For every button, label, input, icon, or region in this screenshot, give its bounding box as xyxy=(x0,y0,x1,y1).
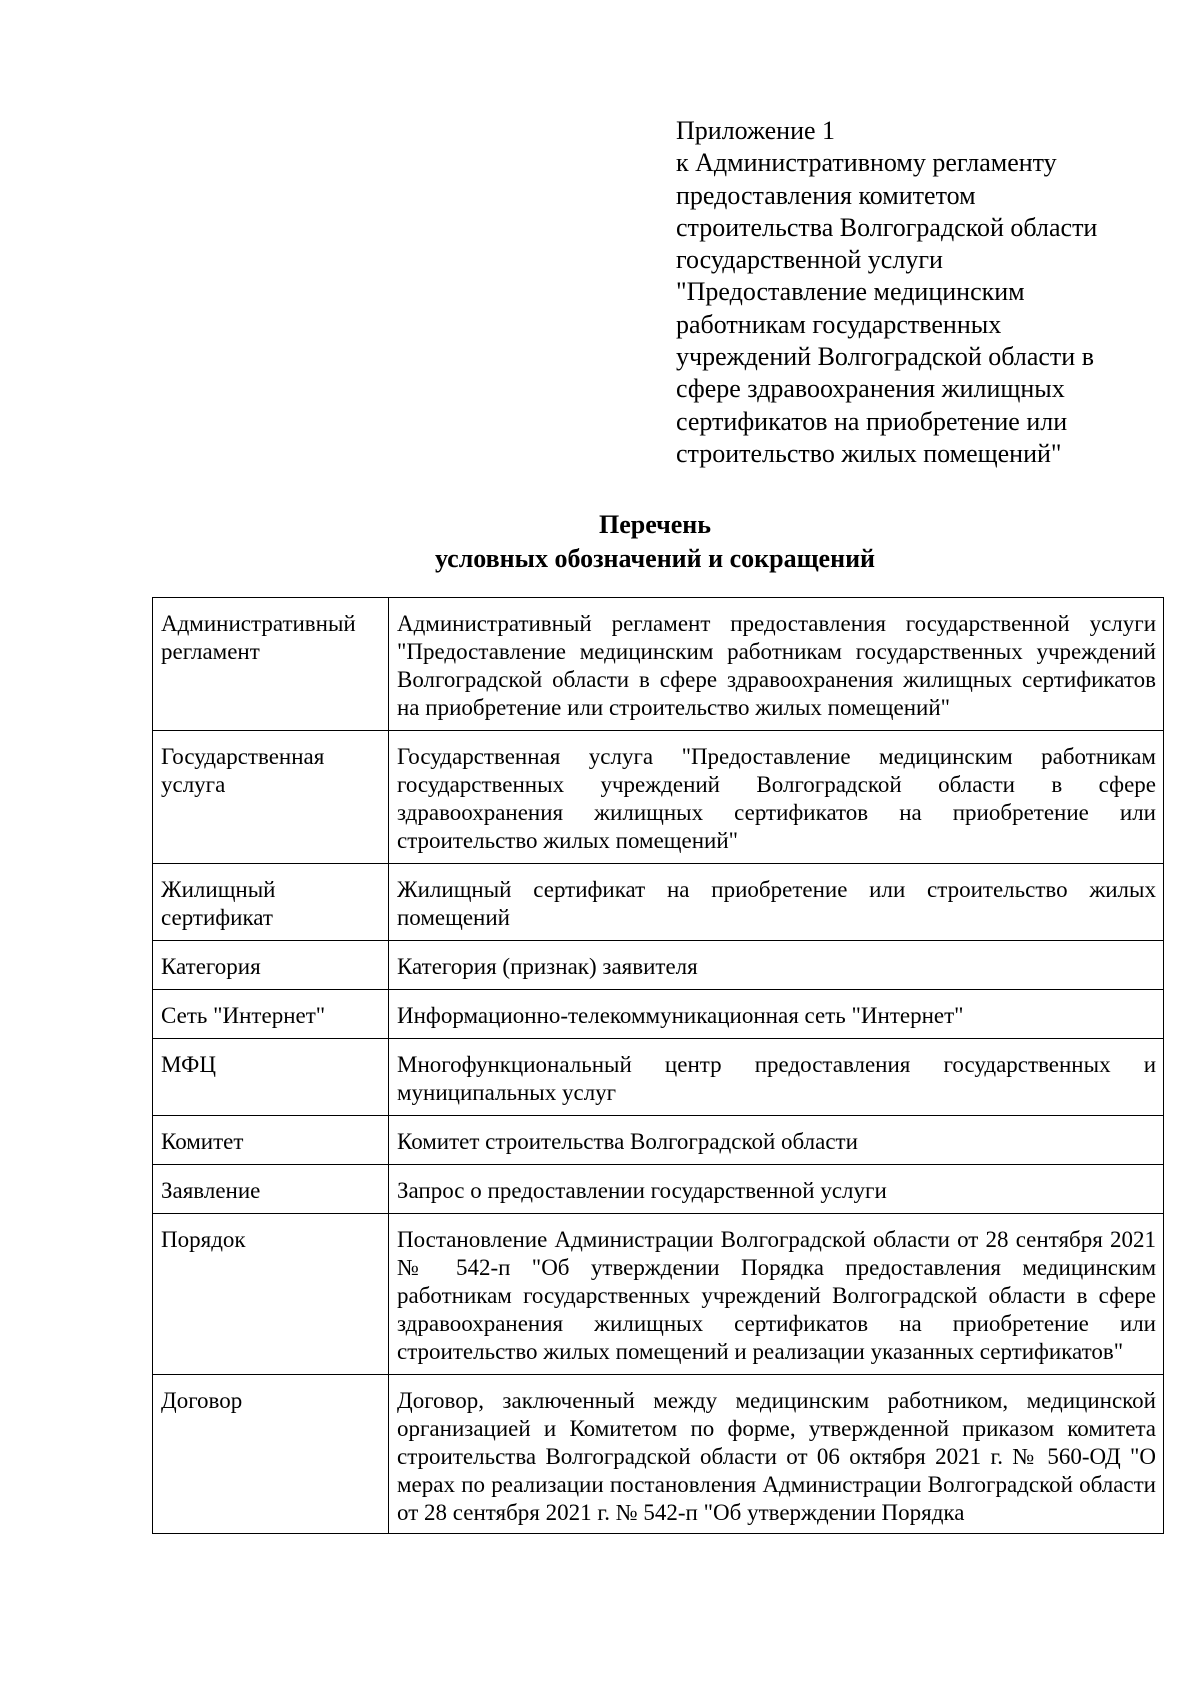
definition-cell: Категория (признак) заявителя xyxy=(389,941,1164,990)
appendix-line: строительства Волгоградской области xyxy=(676,212,1098,242)
appendix-line: Приложение 1 xyxy=(676,116,836,145)
appendix-line: к Административному регламенту xyxy=(676,148,1057,178)
table-row xyxy=(153,1214,1164,1375)
term-cell: Категория xyxy=(153,941,389,990)
appendix-line: сертификатов на приобретение или xyxy=(676,406,1068,436)
term-cell: Государственная услуга xyxy=(153,731,389,864)
abbreviations-table xyxy=(152,597,1164,1534)
appendix-line: государственной услуги xyxy=(676,245,943,275)
appendix-line: сфере здравоохранения жилищных xyxy=(676,374,1065,404)
term-cell: Сеть "Интернет" xyxy=(153,990,389,1039)
appendix-header xyxy=(676,115,1156,470)
table-row xyxy=(153,1039,1164,1116)
table-row xyxy=(153,990,1164,1039)
table-row xyxy=(153,864,1164,941)
table-row xyxy=(153,1116,1164,1165)
table-row xyxy=(153,731,1164,864)
table-row xyxy=(153,1165,1164,1214)
document-heading xyxy=(0,508,1200,576)
definition-cell: Запрос о предоставлении государственной услуги xyxy=(389,1165,1164,1214)
definition-cell: Постановление Администрации Волгоградской области от 28 сентября 2021 № 542-п "Об утверждении Порядка предоставления медицинским работникам государственных учреждений Волгоградской области в сфере здравоохранения жилищных сертификатов на приобретение или строительство жилых помещений и реализации указанных сертификатов" xyxy=(389,1214,1164,1375)
table-row xyxy=(153,941,1164,990)
appendix-line: работникам государственных xyxy=(676,309,1002,339)
definition-cell: Государственная услуга "Предоставление медицинским работникам государственных учреждений Волгоградской области в сфере здравоохранения жилищных сертификатов на приобретение или строительство жилых помещений" xyxy=(389,731,1164,864)
appendix-line: "Предоставление медицинским xyxy=(676,277,1025,307)
document-subtitle: условных обозначений и сокращений xyxy=(434,544,876,573)
definition-cell: Жилищный сертификат на приобретение или строительство жилых помещений xyxy=(389,864,1164,941)
appendix-line: строительство жилых помещений" xyxy=(676,438,1062,468)
term-cell: Договор xyxy=(153,1375,389,1534)
table-row xyxy=(153,1375,1164,1534)
table-row xyxy=(153,598,1164,731)
term-cell: Комитет xyxy=(153,1116,389,1165)
document-title: Перечень xyxy=(598,510,712,539)
term-cell: Порядок xyxy=(153,1214,389,1375)
definition-cell: Комитет строительства Волгоградской области xyxy=(389,1116,1164,1165)
definition-cell: Административный регламент предоставления государственной услуги "Предоставление медицинским работникам государственных учреждений Волгоградской области в сфере здравоохранения жилищных сертификатов на приобретение или строительство жилых помещений" xyxy=(389,598,1164,731)
definition-cell: Многофункциональный центр предоставления государственных и муниципальных услуг xyxy=(389,1039,1164,1116)
appendix-line: учреждений Волгоградской области в xyxy=(676,342,1094,372)
appendix-line: предоставления комитетом xyxy=(676,180,976,210)
term-cell: Жилищный сертификат xyxy=(153,864,389,941)
term-cell: Заявление xyxy=(153,1165,389,1214)
definition-cell: Договор, заключенный между медицинским работником, медицинской организацией и Комитетом по форме, утвержденной приказом комитета строительства Волгоградской области от 06 октября 2021 г. № 560-ОД "О мерах по реализации постановления Администрации Волгоградской области от 28 сентября 2021 г. № 542-п "Об утверждении Порядка xyxy=(389,1375,1164,1534)
term-cell: МФЦ xyxy=(153,1039,389,1116)
term-cell: Административный регламент xyxy=(153,598,389,731)
definition-cell: Информационно-телекоммуникационная сеть "Интернет" xyxy=(389,990,1164,1039)
